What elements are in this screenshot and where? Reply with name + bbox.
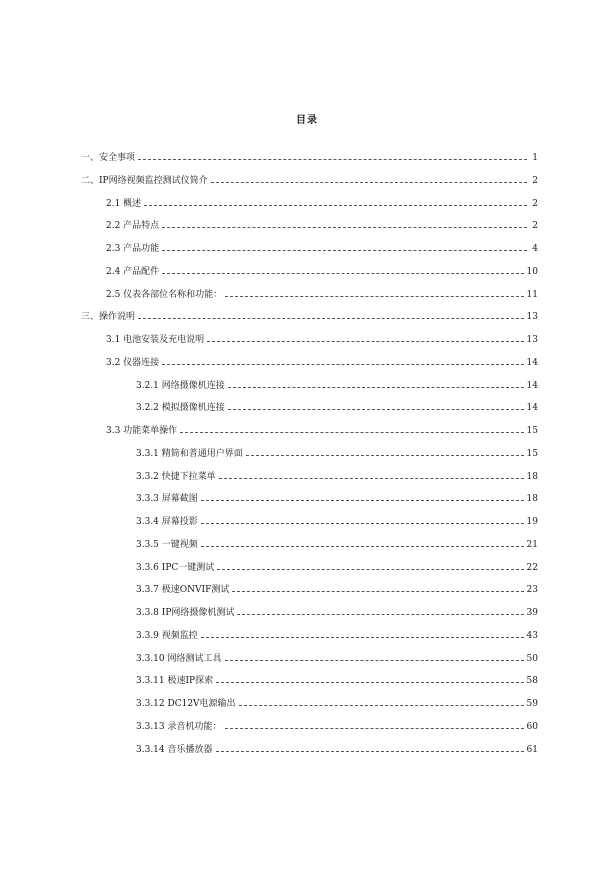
toc-entry[interactable]	[106, 287, 538, 301]
toc-entry-label: 3.3.12 DC12V电源输出	[136, 699, 236, 709]
toc-entry-label: 3.3.7 极速ONVIF测试	[136, 585, 230, 596]
dot-leader	[216, 751, 524, 752]
toc-page-number: 2	[532, 175, 538, 186]
toc-page-number: 15	[526, 448, 538, 459]
toc-entry-label: 3.3.9 视频监控	[136, 630, 198, 641]
toc-entry-label: 2.1 概述	[106, 198, 142, 209]
dot-leader	[217, 569, 523, 570]
toc-page-number: 18	[526, 471, 538, 482]
toc-entry-label: 3.1 电池安装及充电说明	[106, 335, 205, 345]
toc-entry-label: 3.2.1 网络摄像机连接	[136, 380, 225, 391]
dot-leader	[201, 500, 524, 501]
toc-page-number: 14	[526, 403, 538, 414]
toc-entry-label: 二、IP网络视频监控测试仪简介	[81, 175, 208, 186]
dot-leader	[201, 637, 524, 638]
dot-leader	[201, 523, 524, 524]
dot-leader	[232, 591, 523, 592]
toc-entry-label: 3.3.11 极速IP探索	[136, 676, 214, 687]
toc-entry[interactable]	[106, 241, 538, 255]
toc-entry-label: 2.3 产品功能	[106, 244, 160, 254]
dot-leader	[237, 614, 523, 615]
toc-entry[interactable]	[136, 742, 538, 756]
toc-entry[interactable]	[106, 423, 538, 437]
toc-entry[interactable]	[136, 560, 538, 574]
toc-entry[interactable]	[136, 673, 538, 687]
toc-entry[interactable]	[136, 719, 538, 733]
toc-entry-label: 3.3.5 一键视频	[136, 539, 198, 550]
dot-leader	[216, 682, 523, 683]
toc-entry[interactable]	[81, 150, 538, 164]
toc-entry[interactable]	[106, 264, 538, 278]
toc-entry-label: 3.3.1 精简和普通用户界面	[136, 448, 243, 459]
toc-page-number: 50	[526, 653, 538, 664]
dot-leader	[138, 318, 524, 319]
toc-entry[interactable]	[136, 696, 538, 710]
dot-leader	[225, 728, 524, 729]
toc-entry-label: 3.2.2 模拟摄像机连接	[136, 403, 225, 414]
toc-page-number: 60	[526, 721, 538, 732]
toc-entry[interactable]	[81, 173, 538, 187]
toc-page-number: 11	[526, 289, 538, 300]
toc-entry[interactable]	[136, 446, 538, 460]
toc-page-number: 4	[532, 244, 538, 254]
toc-entry-label: 一、安全事项	[81, 153, 136, 163]
toc-entry[interactable]	[136, 628, 538, 642]
dot-leader	[180, 432, 523, 433]
toc-page-number: 43	[526, 630, 538, 641]
toc-entry[interactable]	[136, 469, 538, 483]
toc-entry-label: 2.5 仪表各部位名称和功能：	[106, 289, 223, 300]
toc-entry[interactable]	[81, 309, 538, 323]
dot-leader	[228, 409, 524, 410]
toc-entry[interactable]	[136, 400, 538, 414]
toc-entry-label: 2.2 产品特点	[106, 221, 160, 232]
dot-leader	[239, 705, 524, 706]
toc-entry-label: 3.3.8 IP网络摄像机测试	[136, 608, 235, 618]
dot-leader	[144, 205, 527, 206]
toc-entry[interactable]	[136, 605, 538, 619]
toc-entry[interactable]	[136, 582, 538, 596]
dot-leader	[207, 341, 523, 342]
toc-page-number: 59	[526, 699, 538, 709]
dot-leader	[225, 296, 523, 297]
dot-leader	[162, 250, 527, 251]
toc-page-number: 13	[526, 312, 538, 323]
toc-page-number: 14	[526, 380, 538, 391]
toc-entry[interactable]	[106, 196, 538, 210]
dot-leader	[225, 660, 524, 661]
toc-entry-label: 3.3.10 网络测试工具	[136, 653, 222, 664]
toc-entry-label: 3.3.6 IPC一键测试	[136, 562, 215, 573]
dot-leader	[211, 182, 527, 183]
toc-page-number: 18	[526, 494, 538, 505]
toc-entry-label: 3.3 功能菜单操作	[106, 426, 178, 436]
toc-entry[interactable]	[136, 537, 538, 551]
toc-page-number: 2	[532, 198, 538, 209]
dot-leader	[228, 387, 524, 388]
toc-page-number: 22	[526, 562, 538, 573]
toc-entry-label: 3.2 仪器连接	[106, 357, 160, 368]
toc-page-number: 13	[526, 335, 538, 345]
dot-leader	[246, 455, 524, 456]
toc-page-number: 61	[526, 744, 538, 755]
dot-leader	[162, 273, 523, 274]
toc-page-number: 58	[526, 676, 538, 687]
dot-leader	[162, 227, 527, 228]
toc-entry-label: 2.4 产品配件	[106, 266, 160, 277]
toc-entry[interactable]	[136, 491, 538, 505]
toc-entry-label: 3.3.4 屏幕投影	[136, 517, 198, 527]
toc-entry-label: 3.3.14 音乐播放器	[136, 744, 213, 755]
toc-entry-label: 3.3.13 录音机功能：	[136, 721, 222, 732]
toc-page-number: 14	[526, 357, 538, 368]
toc-page-number: 19	[526, 517, 538, 527]
toc-entry-label: 3.3.2 快捷下拉菜单	[136, 471, 216, 482]
toc-page-number: 15	[526, 426, 538, 436]
toc-page-number: 10	[526, 266, 538, 277]
dot-leader	[138, 159, 527, 160]
dot-leader	[162, 364, 523, 365]
toc-entry[interactable]	[106, 218, 538, 232]
toc-entry[interactable]	[136, 378, 538, 392]
dot-leader	[219, 478, 524, 479]
toc-entry[interactable]	[136, 651, 538, 665]
toc-entry[interactable]	[106, 332, 538, 346]
toc-entry-label: 3.3.3 屏幕截图	[136, 494, 198, 505]
toc-page-number: 39	[526, 608, 538, 618]
toc-entry-label: 三、操作说明	[81, 312, 136, 323]
toc-page-number: 21	[526, 539, 538, 550]
dot-leader	[201, 546, 524, 547]
toc-title: 目录	[296, 115, 318, 126]
toc-page-number: 2	[532, 221, 538, 232]
toc-page-number: 1	[532, 153, 538, 163]
toc-entry[interactable]	[106, 355, 538, 369]
toc-page-number: 23	[526, 585, 538, 596]
toc-entry[interactable]	[136, 514, 538, 528]
